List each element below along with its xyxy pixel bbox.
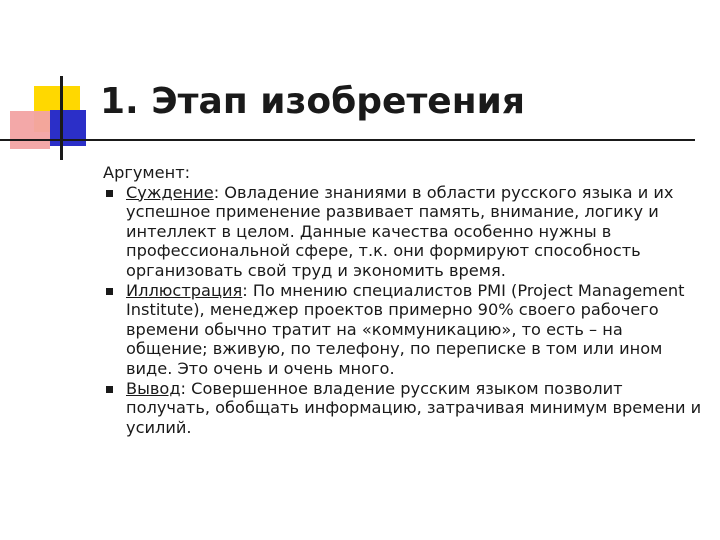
decor-vertical-line xyxy=(60,76,63,160)
item-lead: Вывод xyxy=(126,378,181,398)
decor-red-square xyxy=(10,111,50,149)
bullet-square-icon xyxy=(106,190,113,197)
item-separator: : xyxy=(180,378,192,398)
item-separator: : xyxy=(242,280,253,300)
item-separator: : xyxy=(213,182,225,202)
slide-title: 1. Этап изобретения xyxy=(100,81,525,122)
slide-content xyxy=(103,163,703,437)
argument-label: Аргумент: xyxy=(103,163,191,182)
bullet-square-icon xyxy=(106,288,113,295)
item-text: По мнению специалистов PMI (Project Management Institute), менеджер проектов примерно 90% своего рабочего времени обычно тратит на «коммуникацию», то есть – на общение; вживую, по телефону, по переписке в том или ином виде. Это очень и очень много. xyxy=(126,280,685,378)
item-lead: Суждение xyxy=(126,182,214,202)
list-item xyxy=(103,183,703,281)
title-underline xyxy=(0,139,695,141)
bullet-square-icon xyxy=(106,386,113,393)
list-item xyxy=(103,281,703,379)
item-lead: Иллюстрация xyxy=(126,280,243,300)
list-item xyxy=(103,379,703,438)
item-text: Овладение знаниями в области русского языка и их успешное применение развивает память, внимание, логику и интеллект в целом. Данные качества особенно нужны в профессиональной сфере, т.к. они формируют способность организовать свой труд и экономить время. xyxy=(126,182,674,280)
bullet-list xyxy=(103,183,703,438)
item-text: Совершенное владение русским языком позволит получать, обобщать информацию, затрачивая минимум времени и усилий. xyxy=(126,378,702,437)
